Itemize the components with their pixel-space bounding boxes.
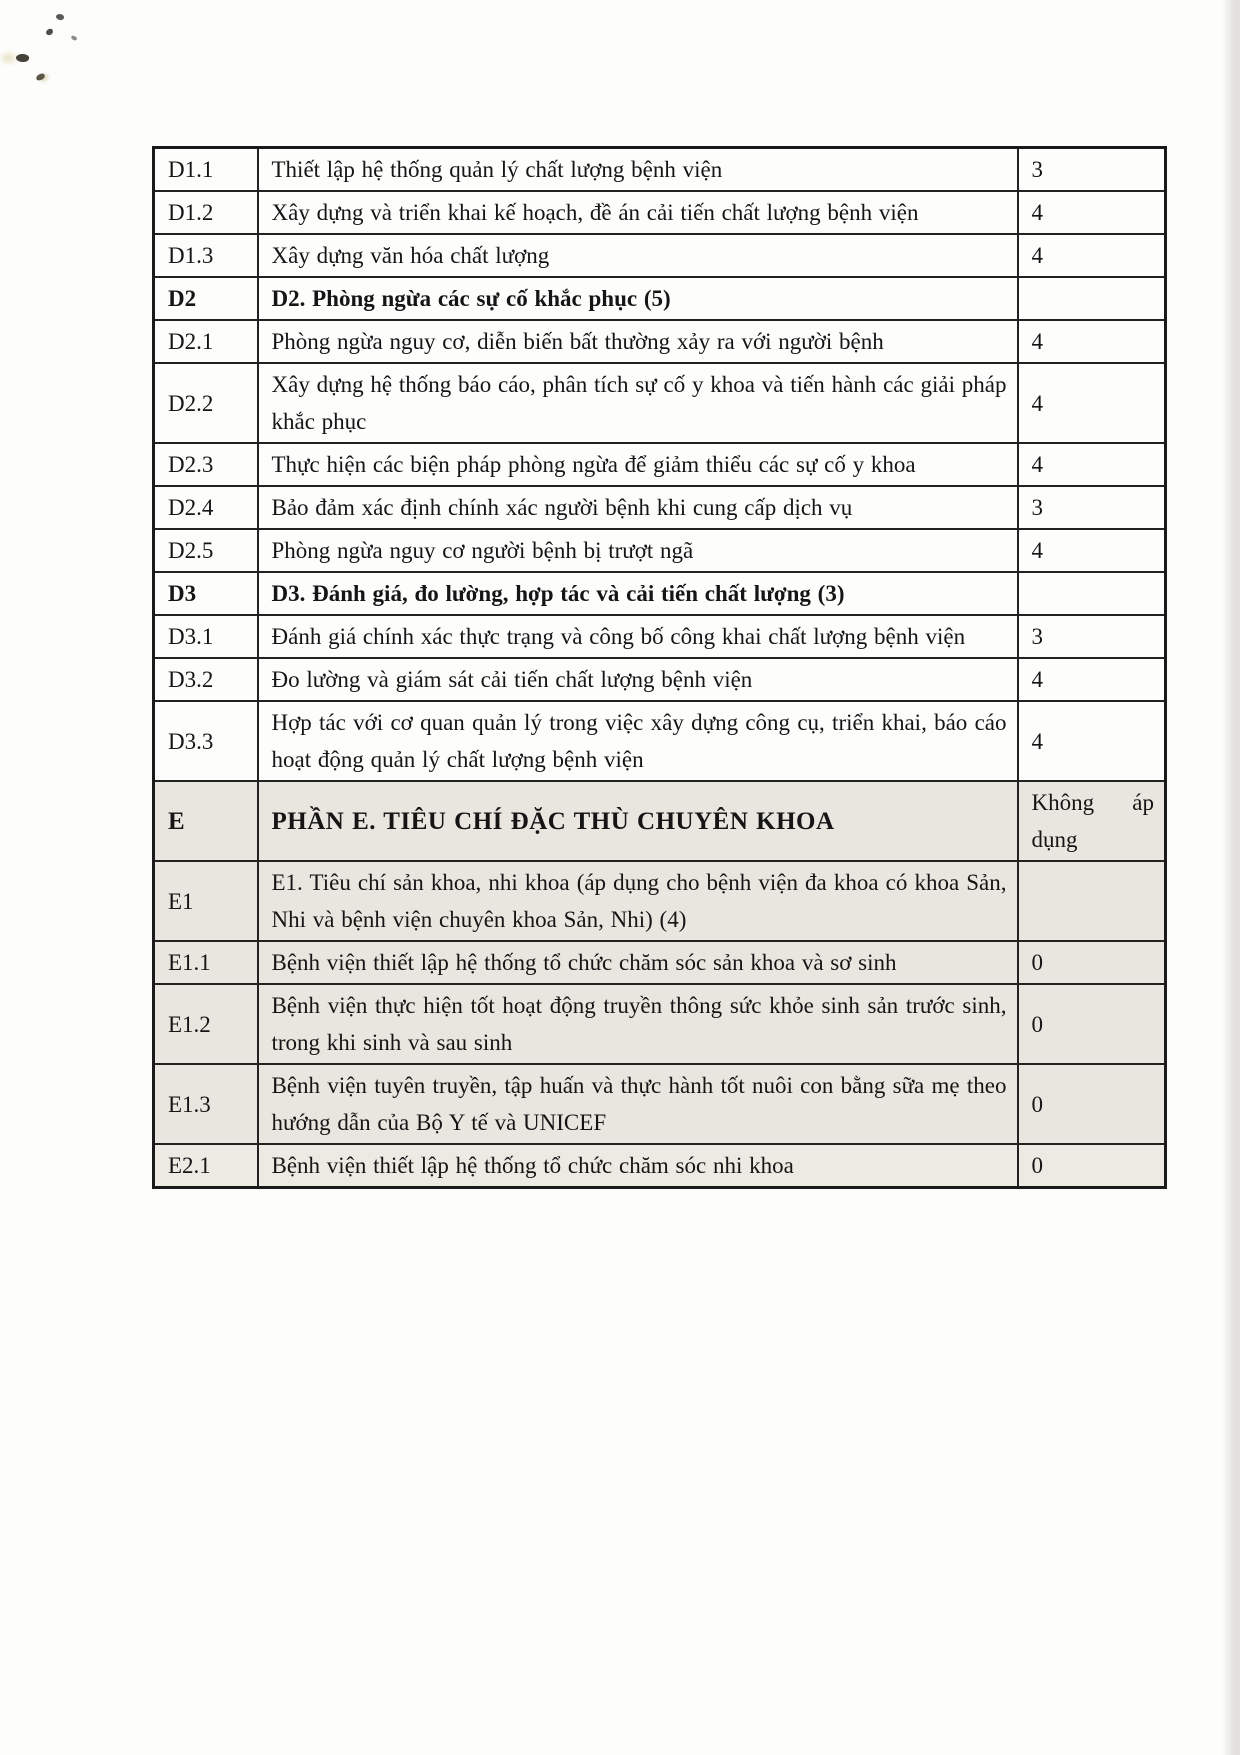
criterion-id: D2.1 [154,320,258,363]
criterion-score: 3 [1018,615,1166,658]
criteria-table-body [154,148,1166,1188]
criterion-score: 0 [1018,1144,1166,1188]
criterion-text: Đo lường và giám sát cải tiến chất lượng bệnh viện [258,658,1018,701]
criterion-score [1018,572,1166,615]
criterion-score: 4 [1018,363,1166,443]
table-row [154,363,1166,443]
page-edge-shadow [1222,0,1240,1755]
criterion-id: D2.2 [154,363,258,443]
table-row [154,529,1166,572]
scan-speck [16,53,30,63]
table-row [154,941,1166,984]
criterion-score: 3 [1018,486,1166,529]
criterion-score: 4 [1018,234,1166,277]
table-row [154,277,1166,320]
table-row [154,781,1166,861]
table-row [154,443,1166,486]
table-row [154,572,1166,615]
criterion-score: 4 [1018,191,1166,234]
criterion-id: E1 [154,861,258,941]
criterion-score: Không áp dụng [1018,781,1166,861]
criterion-text: Bệnh viện tuyên truyền, tập huấn và thực hành tốt nuôi con bằng sữa mẹ theo hướng dẫn của Bộ Y tế và UNICEF [258,1064,1018,1144]
table-row [154,1064,1166,1144]
criterion-text: Bệnh viện thiết lập hệ thống tổ chức chăm sóc nhi khoa [258,1144,1018,1188]
criteria-table [152,146,1167,1189]
criterion-score: 0 [1018,941,1166,984]
criterion-id: D3 [154,572,258,615]
criterion-score: 3 [1018,148,1166,192]
criterion-text: D2. Phòng ngừa các sự cố khắc phục (5) [258,277,1018,320]
scan-speck [55,13,65,22]
criterion-id: E1.2 [154,984,258,1064]
criterion-id: D3.1 [154,615,258,658]
criterion-text: Xây dựng và triển khai kế hoạch, đề án cải tiến chất lượng bệnh viện [258,191,1018,234]
criterion-score [1018,861,1166,941]
criterion-text: E1. Tiêu chí sản khoa, nhi khoa (áp dụng cho bệnh viện đa khoa có khoa Sản, Nhi và bệnh viện chuyên khoa Sản, Nhi) (4) [258,861,1018,941]
criterion-text: Bệnh viện thiết lập hệ thống tổ chức chăm sóc sản khoa và sơ sinh [258,941,1018,984]
criterion-id: E1.1 [154,941,258,984]
criterion-score: 4 [1018,443,1166,486]
criterion-id: D2.4 [154,486,258,529]
table-row [154,658,1166,701]
criterion-text: Phòng ngừa nguy cơ người bệnh bị trượt ngã [258,529,1018,572]
criterion-id: D2 [154,277,258,320]
table-row [154,320,1166,363]
criterion-text: Thực hiện các biện pháp phòng ngừa để giảm thiểu các sự cố y khoa [258,443,1018,486]
criterion-id: D3.3 [154,701,258,781]
criterion-text: PHẦN E. TIÊU CHÍ ĐẶC THÙ CHUYÊN KHOA [258,781,1018,861]
criterion-score: 4 [1018,529,1166,572]
criterion-text: Xây dựng hệ thống báo cáo, phân tích sự cố y khoa và tiến hành các giải pháp khắc phục [258,363,1018,443]
criterion-id: D1.1 [154,148,258,192]
criterion-text: Đánh giá chính xác thực trạng và công bố công khai chất lượng bệnh viện [258,615,1018,658]
criterion-score: 4 [1018,658,1166,701]
table-row [154,234,1166,277]
criterion-id: E1.3 [154,1064,258,1144]
scan-speck [35,73,46,82]
criterion-id: D1.2 [154,191,258,234]
criterion-score: 4 [1018,320,1166,363]
criterion-text: Bảo đảm xác định chính xác người bệnh khi cung cấp dịch vụ [258,486,1018,529]
table-row [154,486,1166,529]
table-row [154,701,1166,781]
criterion-text: Thiết lập hệ thống quản lý chất lượng bệnh viện [258,148,1018,192]
table-row [154,615,1166,658]
criterion-score: 0 [1018,1064,1166,1144]
scan-speck [70,35,77,42]
table-row [154,861,1166,941]
scan-speck [45,28,53,36]
criterion-id: E2.1 [154,1144,258,1188]
criterion-id: D1.3 [154,234,258,277]
criterion-text: Xây dựng văn hóa chất lượng [258,234,1018,277]
criterion-text: Phòng ngừa nguy cơ, diễn biến bất thường xảy ra với người bệnh [258,320,1018,363]
table-row [154,1144,1166,1188]
criterion-id: D3.2 [154,658,258,701]
criterion-score: 4 [1018,701,1166,781]
criterion-score: 0 [1018,984,1166,1064]
table-row [154,984,1166,1064]
criterion-id: D2.3 [154,443,258,486]
table-row [154,148,1166,192]
criterion-score [1018,277,1166,320]
criterion-text: Hợp tác với cơ quan quản lý trong việc xây dựng công cụ, triển khai, báo cáo hoạt động quản lý chất lượng bệnh viện [258,701,1018,781]
criterion-text: D3. Đánh giá, đo lường, hợp tác và cải tiến chất lượng (3) [258,572,1018,615]
criterion-id: D2.5 [154,529,258,572]
criterion-text: Bệnh viện thực hiện tốt hoạt động truyền thông sức khỏe sinh sản trước sinh, trong khi sinh và sau sinh [258,984,1018,1064]
table-row [154,191,1166,234]
criterion-id: E [154,781,258,861]
